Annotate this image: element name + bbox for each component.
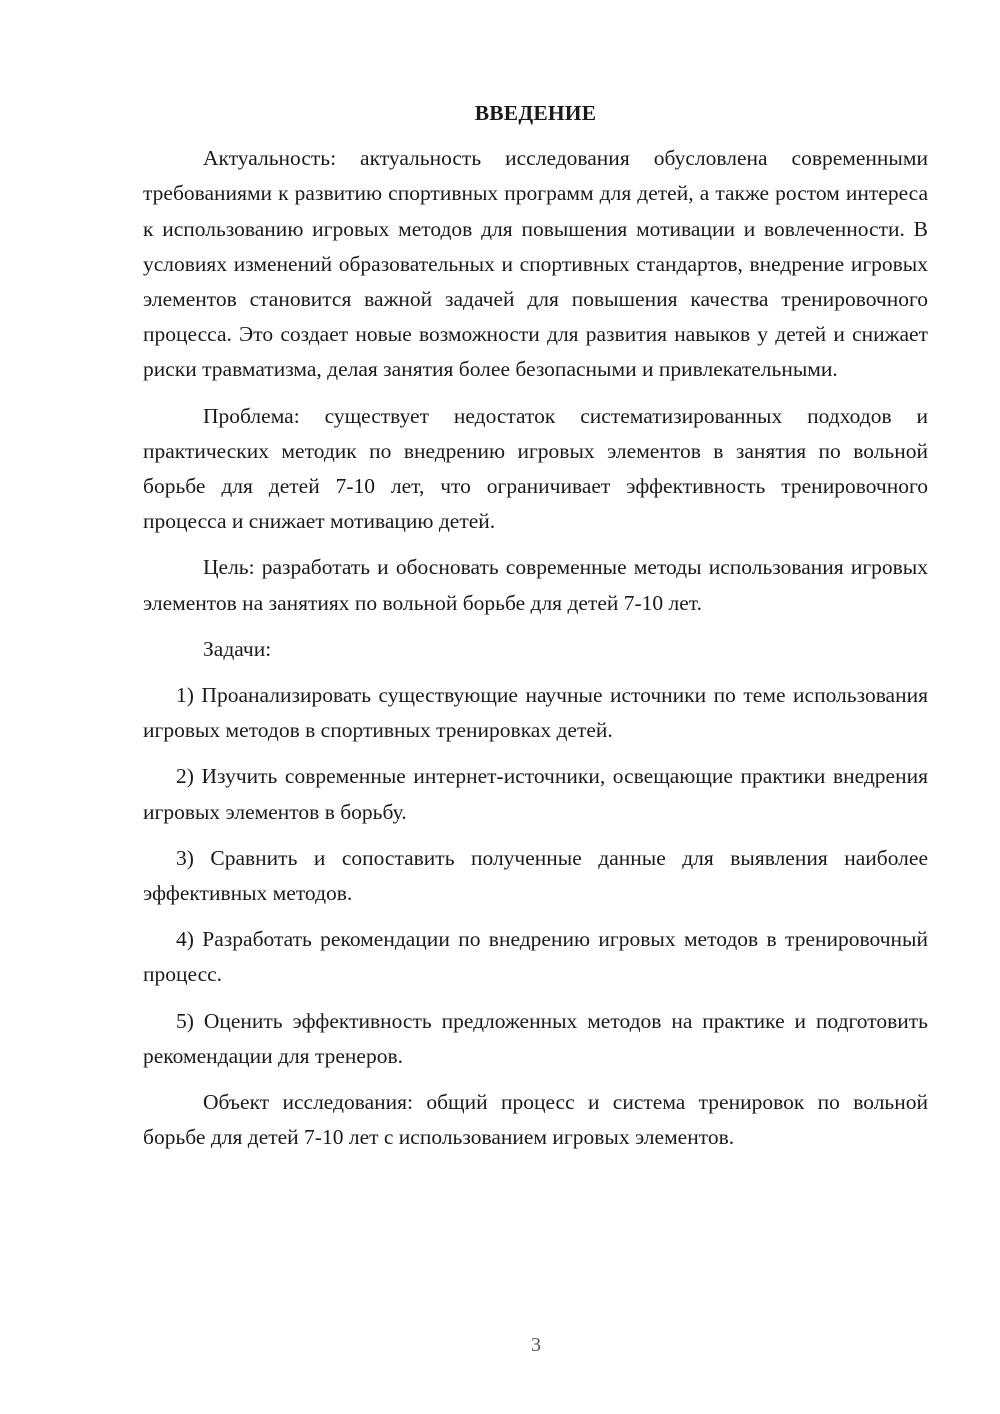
- task-item-2: 2) Изучить современные интернет-источники, освещающие практики внедрения игровых элементов в борьбу.: [143, 764, 928, 824]
- page-content: [143, 96, 928, 1166]
- task-item-3: 3) Сравнить и сопоставить полученные данные для выявления наиболее эффективных методов.: [143, 845, 928, 906]
- section-heading: ВВЕДЕНИЕ: [474, 101, 597, 125]
- goal-paragraph: Цель: разработать и обосновать современные методы использования игровых элементов на занятиях по вольной борьбе для детей 7-10 лет.: [143, 555, 928, 615]
- task-item-1: 1) Проанализировать существующие научные источники по теме использования игровых методов в спортивных тренировках детей.: [143, 683, 928, 743]
- object-paragraph: Объект исследования: общий процесс и система тренировок по вольной борьбе для детей 7-10 лет с использованием игровых элементов.: [143, 1090, 928, 1150]
- task-item-5: 5) Оценить эффективность предложенных методов на практике и подготовить рекомендации для тренеров.: [143, 1008, 928, 1068]
- task-item-4: 4) Разработать рекомендации по внедрению игровых методов в тренировочный процесс.: [143, 927, 928, 987]
- relevance-paragraph: Актуальность: актуальность исследования обусловлена современными требованиями к развитию спортивных программ для детей, а также ростом интереса к использованию игровых методов для повышения мотивации и вовлеченности. В условиях изменений образовательных и спортивных стандартов, внедрение игровых элементов становится важной задачей для повышения качества тренировочного процесса. Это создает новые возможности для развития навыков у детей и снижает риски травматизма, делая занятия более безопасными и привлекательными.: [143, 146, 928, 382]
- tasks-label: Задачи:: [203, 636, 272, 661]
- page-number: 3: [531, 1334, 541, 1356]
- problem-paragraph: Проблема: существует недостаток систематизированных подходов и практических методик по внедрению игровых элементов в занятия по вольной борьбе для детей 7-10 лет, что ограничивает эффективность тренировочного процесса и снижает мотивацию детей.: [143, 403, 928, 534]
